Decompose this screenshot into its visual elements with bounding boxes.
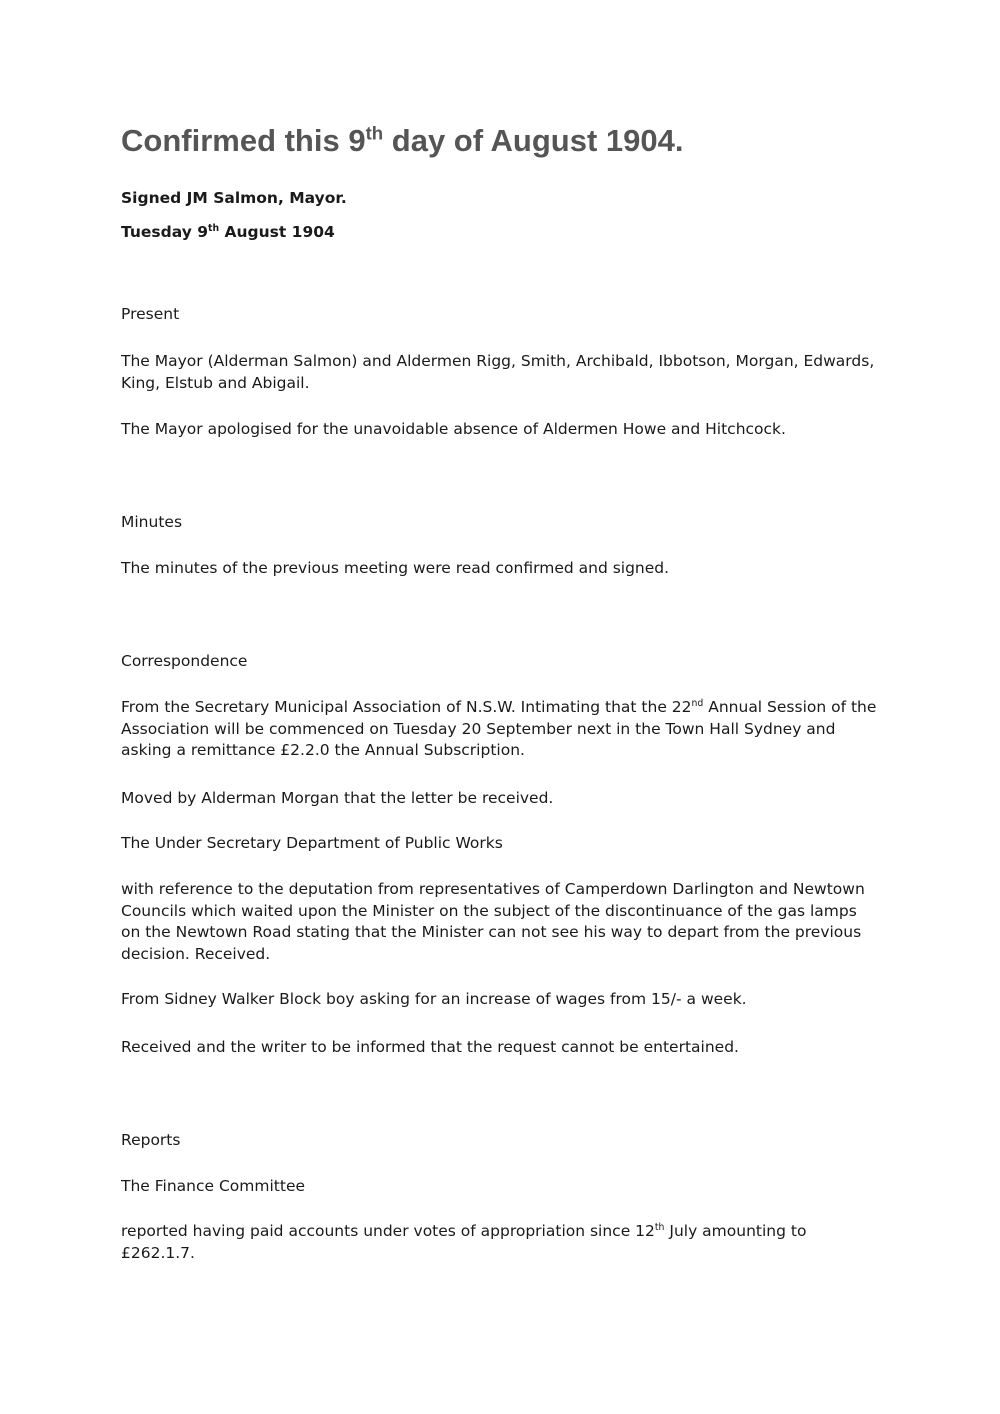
reports-heading: Reports bbox=[121, 1131, 181, 1149]
letter-1-text: From the Secretary Municipal Association of N.S.W. Intimating that the 22 bbox=[121, 698, 692, 716]
correspondence-letter-1 bbox=[121, 697, 881, 762]
present-attendees: The Mayor (Alderman Salmon) and Aldermen Rigg, Smith, Archibald, Ibbotson, Morgan, Edwards, King, Elstub and Abigail. bbox=[121, 352, 875, 392]
signed-line: Signed JM Salmon, Mayor. bbox=[121, 189, 347, 207]
present-heading: Present bbox=[121, 305, 180, 323]
present-apologies: The Mayor apologised for the unavoidable absence of Aldermen Howe and Hitchcock. bbox=[121, 420, 786, 438]
letter-1-motion: Moved by Alderman Morgan that the letter be received. bbox=[121, 789, 554, 807]
letter-2-body: with reference to the deputation from representatives of Camperdown Darlington and Newtown Councils which waited upon the Minister on the subject of the discontinuance of the gas lamps on the Newtown Road stating that the Minister can not see his way to depart from the previous decision. Received. bbox=[121, 880, 865, 963]
letter-2-from: The Under Secretary Department of Public Works bbox=[121, 834, 503, 852]
letter-1-text-end: Annual Session of the Association will be commenced on Tuesday 20 September next in the Town Hall Sydney and asking a remittance £2.2.0 the Annual Subscription. bbox=[121, 698, 877, 759]
finance-report bbox=[121, 1221, 881, 1264]
finance-committee-heading: The Finance Committee bbox=[121, 1177, 306, 1195]
letter-3: From Sidney Walker Block boy asking for an increase of wages from 15/- a week. bbox=[121, 990, 747, 1008]
letter-1-ordinal: nd bbox=[691, 697, 704, 709]
meeting-date bbox=[121, 222, 335, 243]
finance-ordinal: th bbox=[654, 1221, 665, 1233]
date-ordinal: th bbox=[208, 222, 220, 234]
finance-text-end: July amounting to £262.1.7. bbox=[121, 1222, 807, 1262]
title-text: Confirmed this 9 bbox=[121, 123, 366, 158]
document-title bbox=[121, 122, 683, 160]
minutes-heading: Minutes bbox=[121, 513, 183, 531]
letter-3-resolution: Received and the writer to be informed that the request cannot be entertained. bbox=[121, 1038, 739, 1056]
finance-text: reported having paid accounts under votes of appropriation since 12 bbox=[121, 1222, 655, 1240]
title-ordinal: th bbox=[365, 122, 384, 144]
correspondence-heading: Correspondence bbox=[121, 652, 248, 670]
title-text-end: day of August 1904. bbox=[383, 123, 684, 158]
date-text: Tuesday 9 bbox=[121, 223, 209, 241]
date-text-end: August 1904 bbox=[219, 223, 335, 241]
minutes-text: The minutes of the previous meeting were read confirmed and signed. bbox=[121, 559, 670, 577]
document-page bbox=[121, 0, 881, 1414]
